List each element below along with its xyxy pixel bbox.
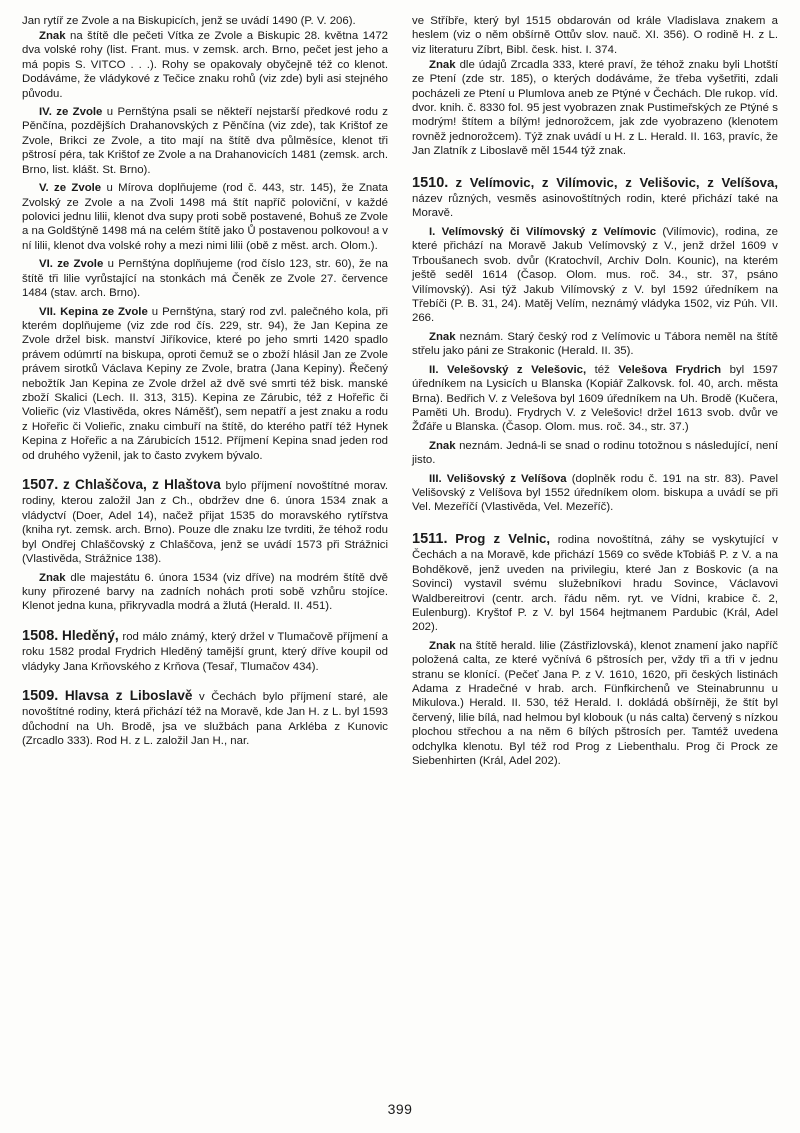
paragraph: Jan rytíř ze Zvole a na Biskupicích, jenž se uvádí 1490 (P. V. 206). xyxy=(22,15,356,27)
entry-name: Velišovský z Velíšova xyxy=(446,472,567,485)
paragraph-text: též xyxy=(586,363,619,376)
entry-name: ze Zvole xyxy=(56,106,103,119)
paragraph-text: neznám. Jedná-li se snad o rodinu totožnou s následující, není jisto. xyxy=(412,439,778,467)
entry-body: rod málo známý, který držel v Tlumačově příjmení a roku 1582 prodal Frydrich Hleděný tamější grunt, který dříve koupil od vládyky Jana Krňovského z Krňova (Tesař, Tlumačov 434). xyxy=(22,630,389,673)
paragraph-text: neznám. Starý český rod z Velímovic u Tábora neměl na štítě střelu jako páni ze Strakonic (Herald. II. 35). xyxy=(412,330,778,358)
entry-name: Kepina ze Zvole xyxy=(60,305,148,318)
paragraph-text: na štítě herald. lilie (Zástřizlovská), klenot znamení jako napříč položená calta, ze které vyčnívá 6 pštrosích per, vždy tři a tři v jednu stranu se klonící. (Pečeť Jana P. z V. 1610, 1620, při českých listinách Adama z Hradečné v hrab. arch. Fünfkirchenů ve Steinabrunnu u Mikulova.) Herald. II. 530, též Herald. I. dokládá obšírněji, že štít byl červený, lilie bílá, nad helmou byl klobouk (u nás calta) červený s nízkou plochou střechou a na něm 6 bílých pštrosích per. Tamtéž uvedena odchylka klenotu. Byl též rod Prog z Liebenthalu. Prog či Prock ze Siebenhirten (Král, Adel 202). xyxy=(412,639,778,768)
roman-numeral: VI. xyxy=(39,258,58,271)
znak-label: Znak xyxy=(39,571,66,584)
paragraph-text: dle majestátu 6. února 1534 (viz dříve) na modrém štítě dvě kuny přirozené barvy na zadních nohách proti sobě vzhůru stojíce. Klenot jedna kuna, přikryvadla modrá a žlutá (Herald. II. 451). xyxy=(22,571,388,613)
entry-number: 1511. xyxy=(412,530,448,547)
paragraph-text: u Pernštýna, starý rod zvl. palečného kola, při kterém doplňujeme (viz zde rod čís. 229, str. 94), že Jan Kepina ze Zvole držel bisk. manství Jiříkovice, které po jeho smrti 1420 spadlo právem odúmrtí na biskupa, oproti čemuž se o zboží hlásil Jan ze Zvole právem sirotků Václava Kepiny ze Zvole, bratra (Jana Kepiny). Řečený nebožtík Jan Kepina ze Zvole držel až dvě své smrti též bisk. manské zboží Skalici (Lech. II. 313, 315). Kepina ze Zárubic, též z Hořeřic či Volieřic (viz Vlastivěda, okres Náměšť), sem nepatří a jest znaku a rodu z Hořeřic či Volieřic, znaku cimbuří na štítě, do kterého patří též Hynek Kepina z Hořeřic a na Zárubicích 1512. Příjmení Kepina snad jeden rod od druhého vyženil, jak to často zvykem bývalo. xyxy=(22,305,388,462)
paragraph xyxy=(412,439,778,468)
roman-numeral: V. xyxy=(39,182,55,195)
paragraph xyxy=(412,639,778,769)
paragraph xyxy=(412,472,778,515)
roman-numeral: I. xyxy=(429,225,442,238)
roman-numeral: VII. xyxy=(39,305,61,318)
entry-body: rodina novoštítná, záhy se vyskytující v Čechách a na Moravě, kde přichází 1569 co svěde kTobiáš P. z V. a na Bohděkově, jenž uveden na privilegiu, které Jan z Boskovic (a na Sovinci) vystavil svému služebníkovi hradu Sovince, Václavovi Waldbereitrovi (centr. arch. řádu něm. ryt. ve Vídni, krabice č. 2, Eulenburg). Kryštof P. z V. byl 1564 hejtmanem Pardubic (Král, Adel 202). xyxy=(412,533,779,634)
paragraph xyxy=(412,330,778,359)
znak-label: Znak xyxy=(429,58,456,71)
paragraph-text: u Pernštýna psali se někteří nejstarší předkové rodu z Pěnčína, pozdějších Drahanovských z Pěnčína (viz zde), tak Krištof ze Zvole, Brikci ze Zvole, a tito mají na štítě dva půlměsíce, klenot tři pštrosí péra, tak Krištof ze Zvole a na Drahanovicích 1481 (zemsk. arch. Brno, list. klášt. St. Brno). xyxy=(22,106,388,176)
paragraph-text: u Mírova doplňujeme (rod č. 443, str. 145), že Znata Zvolský ze Zvole a na Zvoli 1498 má štít napříč poloviční, v každé polovici jednu lilii, klenot dva supy proti sobě postavené, Bohuš ze Zvole a na Goldštýně 1498 má na celém štítě jako Ů postavenou polkovou! a v ní lilii, klenot dva volské rohy a mezi nimi lilii (obě z měst. arch. Olom.). xyxy=(22,182,388,252)
entry-number: 1510. xyxy=(412,174,449,191)
paragraph-text: (doplněk rodu č. 191 na str. 83). Pavel Velišovský z Velíšova byl 1552 úředníkem olom. biskupa a uvádí se při Vel. Mezeříčí (Vlastivěda, Vel. Mezeříč). xyxy=(412,472,779,514)
paragraph xyxy=(22,305,388,464)
znak-label: Znak xyxy=(39,29,66,42)
entry-name: ze Zvole xyxy=(57,258,104,271)
entry-title: Hleděný, xyxy=(62,627,119,643)
entry-heading-1508 xyxy=(22,627,388,674)
entry-body: v Čechách bylo příjmení staré, ale novoštítné rodiny, která přichází též na Moravě, kde Jan H. z L. byl 1593 důchodní na Uh. Brodě, jsa ve službách pana Arkléba z Kunovic (Zrcadlo 333). Rod H. z L. založil Jan H., nar. xyxy=(22,691,388,748)
entry-name: Velešovský z Velešovic, xyxy=(446,363,587,376)
paragraph xyxy=(412,58,778,159)
roman-numeral: IV. xyxy=(39,106,57,119)
entry-title: z Velímovic, z Vilímovic, z Velišovic, z Velíšova, xyxy=(455,174,778,190)
entry-title: Prog z Velnic, xyxy=(455,530,551,546)
two-column-layout xyxy=(22,14,778,1074)
entry-heading-1509 xyxy=(22,687,388,749)
entry-name: Velímovský či Vilímovský z Velímovic xyxy=(441,225,657,238)
paragraph-text: (Vilímovic), rodina, ze které přichází na Moravě Jakub Velímovský z V., jenž držel 1609 v Trboušanech svob. dvůr (Kratochvíl, Archiv Doln. Kounic), na kterém ještě seděl 1614 (Časop. Olom. mus. roč. 34., str. 37, psáno Vilímovský). Asi týž Jakub Vilímovský z V. byl 1592 úředníkem na Třebíči (P. B. 31, 24). Matěj Velím, neznámý vládyka 1502, viz Púh. VII. 266. xyxy=(412,225,778,325)
paragraph-text: u Pernštýna doplňujeme (rod číslo 123, str. 60), že na štítě tři lilie vyrůstající na stonkách má Čeněk ze Zvole 27. července 1484 (stav. arch. Brno). xyxy=(22,258,389,300)
paragraph xyxy=(22,257,388,300)
entry-name: ze Zvole xyxy=(54,182,102,195)
page-number: 399 xyxy=(387,1101,413,1117)
entry-heading-1507 xyxy=(22,476,388,566)
roman-numeral: III. xyxy=(429,472,447,485)
entry-heading-1510 xyxy=(412,174,778,221)
paragraph-text: dle údajů Zrcadla 333, které praví, že téhož znaku byli Lhotští ze Ptení (zde str. 185), o kterých dodáváme, že třeba vyšetřiti, zdali pocházeli ze Ptení u Plumlova aneb ze Ptýné v Čechách. Dle rukop. víd. dvor. knih. č. 8330 fol. 95 jest vyobrazen znak Pustimeřských ze Ptýné s modrým! štítem a bílým! jednorožcem, jak zde vyobrazeno (klenotem rovněž jednorožcem). Týž znak uvádí u H. z L. Herald. II. 163, pravíc, že Jan Zlatník z Liboslavě měl 1544 týž znak. xyxy=(412,58,778,158)
entry-title: z Chlaščova, z Hlaštova xyxy=(62,477,221,493)
paragraph-text-2: byl 1597 úředníkem na Lysicích u Blanska (Kopiář Zalkovsk. fol. 40, arch. města Brna). Bedřich V. z Velešova byl 1609 úředníkem na Uh. Brodě (Kučera, Paměti Uh. Brodu). Frydrych V. z Velešovic! držel 1613 svob. dvůr ve Žďáře u Blanska. (Časop. Olom. mus. roč. 34., str. 37.) xyxy=(412,363,779,434)
paragraph xyxy=(22,105,388,177)
right-column xyxy=(412,14,778,1074)
entry-number: 1509. xyxy=(22,688,59,705)
entry-heading-1511 xyxy=(412,530,778,635)
paragraph xyxy=(412,363,778,435)
paragraph: ve Stříbře, který byl 1515 obdarován od krále Vladislava znakem a heslem (viz o něm obšírně Ottův slov. nauč. XI. 356). O rodině H. z L. viz literaturu Zíbrt, Bibl. česk. hist. I. 374. xyxy=(412,15,778,56)
entry-title: Hlavsa z Liboslavě xyxy=(64,688,193,704)
znak-label: Znak xyxy=(429,639,456,652)
roman-numeral: II. xyxy=(429,363,447,376)
paragraph-text: na štítě dle pečeti Vítka ze Zvole a Biskupic 28. května 1472 dva volské rohy (list. Frant. mus. v zemsk. arch. Brno, pečet jest jeho a má popis S. VITCO . . .). Rohy se opakovaly obyčejně též co klenot. Dodáváme, že vládykové z Tečice znaku rohů (viz zde) byli asi stejného původu. xyxy=(22,29,388,100)
entry-name-alt: Velešova Frydrich xyxy=(618,363,722,376)
entry-number: 1507. xyxy=(22,477,59,494)
entry-number: 1508. xyxy=(22,627,59,644)
paragraph xyxy=(412,225,778,326)
paragraph xyxy=(22,181,388,253)
paragraph xyxy=(22,571,388,614)
znak-label: Znak xyxy=(429,330,456,343)
entry-body: bylo příjmení novoštítné morav. rodiny, kterou založil Jan z Ch., obdržev dne 6. února 1534 znak a vládyctví (Doer, Adel 14), načež přijat 1535 do moravského rytířstva (kniha ryt. zemsk. arch. Brno). Pouze dle znaku lze tvrditi, že téhož rodu byl Ondřej Chlaščovský z Chlaščova, jenž se uvádí 1573 při Strážnici (Vlastivěda, Strážnice 138). xyxy=(22,480,388,566)
left-column xyxy=(22,14,388,1074)
znak-label: Znak xyxy=(429,439,456,452)
entry-body: název různých, vesměs asinovoštítných rodin, které přichází také na Moravě. xyxy=(412,193,778,220)
paragraph xyxy=(22,29,388,101)
